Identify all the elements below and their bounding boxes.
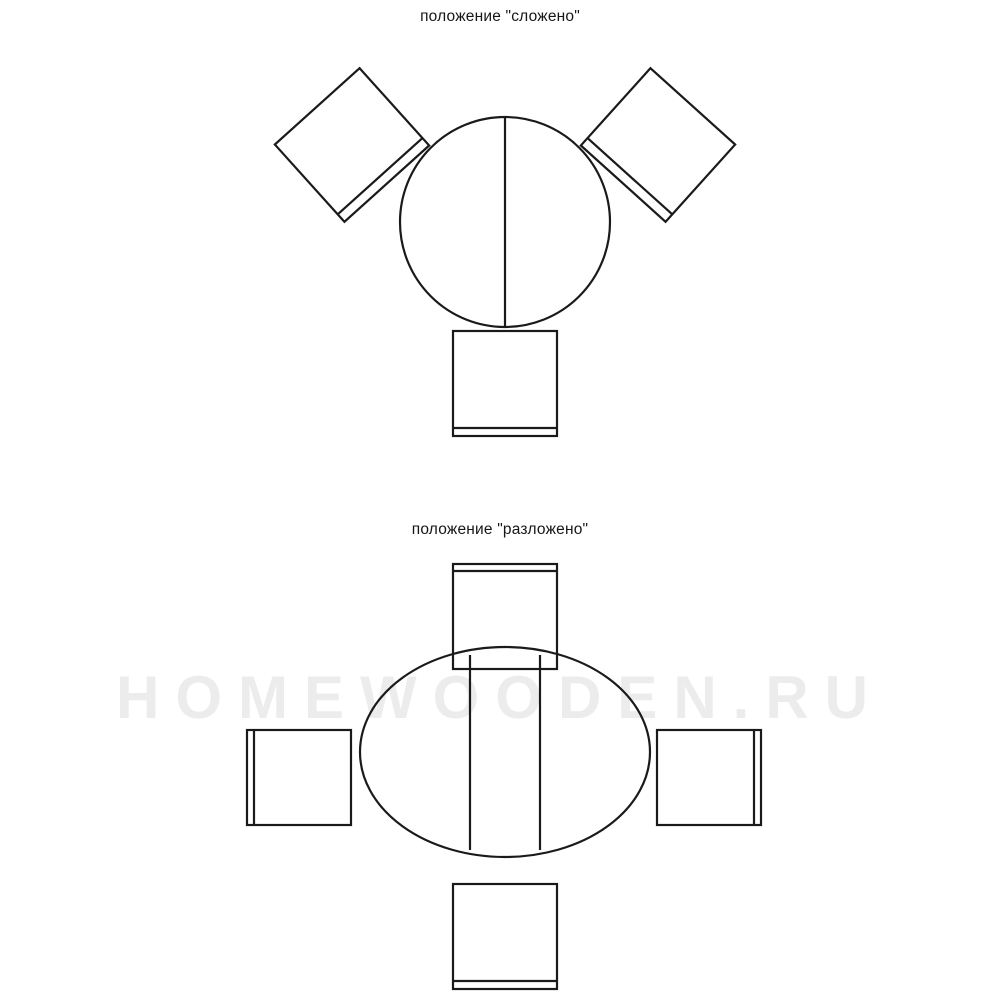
chair-folded-bottom	[453, 331, 557, 436]
chair-unfolded-right	[657, 730, 761, 825]
table-oval-unfolded	[360, 647, 650, 857]
chair-unfolded-bottom	[453, 884, 557, 989]
diagram-unfolded	[247, 564, 761, 989]
caption-folded: положение "сложено"	[420, 8, 580, 25]
caption-unfolded: положение "разложено"	[411, 521, 589, 538]
chair-folded-right	[581, 68, 735, 222]
chair-folded-left	[275, 68, 429, 222]
chair-unfolded-top	[453, 564, 557, 669]
watermark-homewooden: HOMEWOODEN.RU	[116, 664, 884, 731]
diagram-folded	[275, 68, 735, 436]
chair-unfolded-left	[247, 730, 351, 825]
